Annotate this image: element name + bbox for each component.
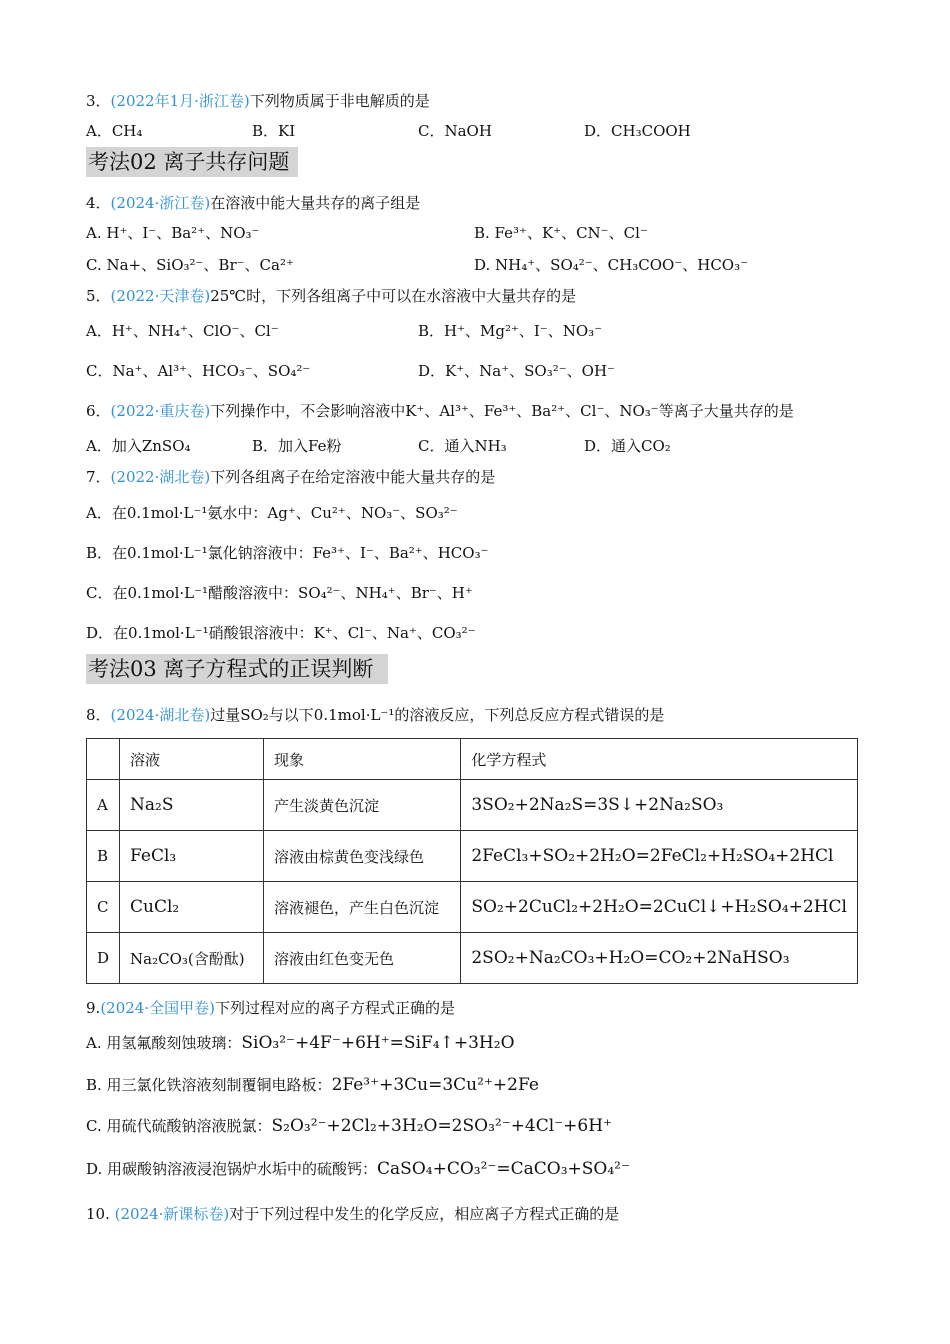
question-text: 下列操作中，不会影响溶液中K⁺、Al³⁺、Fe³⁺、Ba²⁺、Cl⁻、NO₃⁻等离子大量共存的是 <box>210 402 794 420</box>
option-equation: SiO₃²⁻+4F⁻+6H⁺=SiF₄↑+3H₂O <box>241 1033 515 1053</box>
table-row <box>87 933 858 984</box>
question-source: (2024·全国甲卷) <box>100 999 215 1017</box>
equation-cell: 2FeCl₃+SO₂+2H₂O=2FeCl₂+H₂SO₄+2HCl <box>461 831 858 882</box>
option-b <box>86 1074 539 1095</box>
question-text: 下列各组离子在给定溶液中能大量共存的是 <box>210 468 496 486</box>
question-source: (2024·湖北卷) <box>110 706 211 724</box>
option-d: D．CH₃COOH <box>584 122 691 140</box>
question-number: 9. <box>86 999 101 1017</box>
question-text: 对于下列过程中发生的化学反应，相应离子方程式正确的是 <box>229 1205 620 1223</box>
question-source: (2024·新课标卷) <box>114 1205 230 1223</box>
row-label: B <box>87 831 120 882</box>
table-row <box>87 831 858 882</box>
option-a: A．在0.1mol·L⁻¹氨水中：Ag⁺、Cu²⁺、NO₃⁻、SO₃²⁻ <box>86 504 458 522</box>
solution-cell: Na₂S <box>120 780 264 831</box>
solution-cell: Na₂CO₃(含酚酞) <box>120 933 264 984</box>
option-text: A. 用氢氟酸刻蚀玻璃： <box>86 1034 242 1052</box>
table-header-cell <box>87 739 120 780</box>
row-label: D <box>87 933 120 984</box>
question-text: 25℃时，下列各组离子中可以在水溶液中大量共存的是 <box>210 287 577 305</box>
table-header-cell: 溶液 <box>120 739 264 780</box>
option-equation: 2Fe³⁺+3Cu=3Cu²⁺+2Fe <box>331 1075 539 1095</box>
question-8-stem <box>86 704 664 725</box>
question-4-stem <box>86 192 420 213</box>
question-text: 过量SO₂与以下0.1mol·L⁻¹的溶液反应，下列总反应方程式错误的是 <box>210 706 665 724</box>
option-a <box>86 1032 515 1053</box>
table-row <box>87 780 858 831</box>
question-9-stem <box>86 997 455 1018</box>
phenomenon-cell: 产生淡黄色沉淀 <box>264 780 461 831</box>
equation-cell: SO₂+2CuCl₂+2H₂O=2CuCl↓+H₂SO₄+2HCl <box>461 882 858 933</box>
option-a: A．CH₄ <box>86 122 143 140</box>
option-equation: CaSO₄+CO₃²⁻=CaCO₃+SO₄²⁻ <box>377 1159 630 1179</box>
question-5-stem <box>86 285 576 306</box>
phenomenon-cell: 溶液由棕黄色变浅绿色 <box>264 831 461 882</box>
table-header-cell: 化学方程式 <box>461 739 858 780</box>
reaction-table <box>86 738 858 984</box>
option-c: C．NaOH <box>418 122 492 140</box>
option-a: A. H⁺、I⁻、Ba²⁺、NO₃⁻ <box>86 224 260 242</box>
question-number: 10. <box>86 1205 110 1223</box>
phenomenon-cell: 溶液由红色变无色 <box>264 933 461 984</box>
option-d: D．通入CO₂ <box>584 437 671 455</box>
question-number: 7． <box>86 468 111 486</box>
equation-cell: 3SO₂+2Na₂S=3S↓+2Na₂SO₃ <box>461 780 858 831</box>
equation-cell: 2SO₂+Na₂CO₃+H₂O=CO₂+2NaHSO₃ <box>461 933 858 984</box>
row-label: A <box>87 780 120 831</box>
question-3-stem <box>86 90 430 111</box>
option-c <box>86 1115 612 1136</box>
table-header-row <box>87 739 858 780</box>
row-label: C <box>87 882 120 933</box>
option-d <box>86 1158 630 1179</box>
option-c: C．在0.1mol·L⁻¹醋酸溶液中：SO₄²⁻、NH₄⁺、Br⁻、H⁺ <box>86 584 473 602</box>
option-text: B. 用三氯化铁溶液刻制覆铜电路板： <box>86 1076 332 1094</box>
option-a: A．H⁺、NH₄⁺、ClO⁻、Cl⁻ <box>86 322 279 340</box>
question-source: (2022·湖北卷) <box>110 468 211 486</box>
option-c: C. Na+、SiO₃²⁻、Br⁻、Ca²⁺ <box>86 256 294 274</box>
option-a: A．加入ZnSO₄ <box>86 437 191 455</box>
section-heading-02: 考法02 离子共存问题 <box>86 147 298 177</box>
option-b: B．在0.1mol·L⁻¹氯化钠溶液中：Fe³⁺、I⁻、Ba²⁺、HCO₃⁻ <box>86 544 489 562</box>
question-number: 4． <box>86 194 111 212</box>
question-7-stem <box>86 466 495 487</box>
table-row <box>87 882 858 933</box>
solution-cell: CuCl₂ <box>120 882 264 933</box>
option-b: B. Fe³⁺、K⁺、CN⁻、Cl⁻ <box>474 224 648 242</box>
option-text: D. 用碳酸钠溶液浸泡锅炉水垢中的硫酸钙： <box>86 1160 378 1178</box>
option-d: D．K⁺、Na⁺、SO₃²⁻、OH⁻ <box>418 362 615 380</box>
option-text: C. 用硫代硫酸钠溶液脱氯： <box>86 1117 272 1135</box>
question-source: (2022·重庆卷) <box>110 402 211 420</box>
question-source: (2022·天津卷) <box>110 287 211 305</box>
option-b: B．加入Fe粉 <box>252 437 342 455</box>
question-text: 下列过程对应的离子方程式正确的是 <box>214 999 455 1017</box>
table-header-cell: 现象 <box>264 739 461 780</box>
solution-cell: FeCl₃ <box>120 831 264 882</box>
option-d: D．在0.1mol·L⁻¹硝酸银溶液中：K⁺、Cl⁻、Na⁺、CO₃²⁻ <box>86 624 476 642</box>
question-number: 8． <box>86 706 111 724</box>
phenomenon-cell: 溶液褪色，产生白色沉淀 <box>264 882 461 933</box>
option-c: C．Na⁺、Al³⁺、HCO₃⁻、SO₄²⁻ <box>86 362 311 380</box>
option-b: B．KI <box>252 122 296 140</box>
option-b: B．H⁺、Mg²⁺、I⁻、NO₃⁻ <box>418 322 603 340</box>
question-6-stem <box>86 400 794 421</box>
question-number: 5． <box>86 287 111 305</box>
option-equation: S₂O₃²⁻+2Cl₂+3H₂O=2SO₃²⁻+4Cl⁻+6H⁺ <box>271 1116 613 1136</box>
option-d: D. NH₄⁺、SO₄²⁻、CH₃COO⁻、HCO₃⁻ <box>474 256 749 274</box>
question-number: 6． <box>86 402 111 420</box>
section-heading-03: 考法03 离子方程式的正误判断 <box>86 654 388 684</box>
question-number: 3． <box>86 92 111 110</box>
question-text: 在溶液中能大量共存的离子组是 <box>210 194 421 212</box>
question-source: (2022年1月·浙江卷) <box>110 92 250 110</box>
question-10-stem <box>86 1203 619 1224</box>
option-c: C．通入NH₃ <box>418 437 507 455</box>
question-source: (2024·浙江卷) <box>110 194 211 212</box>
question-text: 下列物质属于非电解质的是 <box>249 92 430 110</box>
